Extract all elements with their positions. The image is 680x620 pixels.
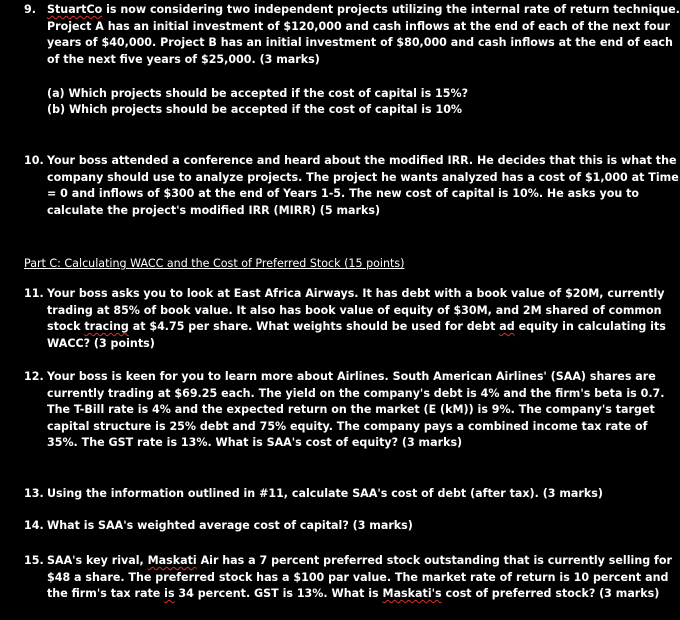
text-line: capital structure is 25% debt and 75% equity. The company pays a combined income tax rate of (47, 419, 648, 433)
text-span: 34 percent. GST is 13%. What is (174, 587, 383, 601)
spellcheck-word: is (164, 587, 175, 601)
question-number: 11. (24, 287, 44, 300)
question-text (47, 486, 607, 503)
text-line: Your boss is keen for you to learn more about Airlines. South American Airlines' (SAA) shares are (47, 370, 656, 383)
text-span: Air has a 7 percent preferred stock outstanding that is currently selling for (196, 554, 672, 567)
question-9-part-b: (b) Which projects should be accepted if the cost of capital is 10% (47, 103, 463, 116)
text-line: = 0 and inflows of $300 at the end of Years 1-5. The new cost of capital is 10%. He asks you to (47, 187, 640, 201)
text-line: Your boss asks you to look at East Africa Airways. It has debt with a book value of $20M, currently (47, 287, 665, 300)
spellcheck-word: Maskati (147, 554, 197, 567)
text-span: cost of preferred stock? (3 marks) (441, 587, 660, 601)
text-span: equity in calculating its (514, 320, 666, 334)
section-heading-title: Part C: Calculating WACC and the Cost of Preferred Stock (24, 257, 345, 270)
text-line: years of $40,000. Project B has an initial investment of $80,000 and cash inflows at the end of each (47, 36, 673, 50)
text-line: calculate the project's modified IRR (MIRR) (5 marks) (47, 203, 381, 217)
text-line: currently trading at $69.25 each. The yield on the company's debt is 4% and the firm's beta is 0.7. (47, 386, 665, 400)
question-number: 12. (24, 370, 44, 383)
question-9-part-a: (a) Which projects should be accepted if the cost of capital is 15%? (47, 87, 469, 100)
text-line: Project A has an initial investment of $120,000 and cash inflows at the end of each of the next four (47, 19, 670, 33)
question-text (47, 286, 666, 352)
spellcheck-word: tracing (84, 320, 129, 334)
text-line: $48 a share. The preferred stock has a $100 par value. The market rate of return is 10 percent and (47, 570, 669, 584)
question-text (47, 553, 672, 603)
spellcheck-word: ad (499, 320, 515, 334)
question-number: 15. (24, 554, 44, 567)
section-heading-points: (15 points) (344, 257, 405, 270)
text-line: The T-Bill rate is 4% and the expected return on the market (E (kM)) is 9%. The company's target (47, 403, 655, 417)
text-line: What is SAA's weighted average cost of capital? (3 marks) (47, 519, 413, 532)
question-number: 9. (24, 3, 36, 16)
question-text (47, 153, 679, 219)
text-line: trading at 85% of book value. It also has book value of equity of $30M, and 2M shared of common (47, 303, 662, 317)
text-line (47, 553, 672, 570)
question-number: 13. (24, 487, 44, 500)
spellcheck-word: StuartCo (47, 3, 103, 16)
text-line: of the next five years of $25,000. (3 marks) (47, 52, 320, 66)
question-number: 14. (24, 519, 44, 532)
question-text (47, 518, 607, 535)
spellcheck-word: Maskati's (382, 587, 442, 601)
text-line: Your boss attended a conference and heard about the modified IRR. He decides that this is what the (47, 154, 677, 167)
text-line: 35%. The GST rate is 13%. What is SAA's cost of equity? (3 marks) (47, 436, 463, 450)
text-span: stock (47, 320, 85, 334)
text-line (47, 319, 666, 336)
question-text (47, 369, 665, 452)
text-span: is now considering two independent projects utilizing the internal rate of return technique. (102, 3, 680, 16)
section-heading-part-c (24, 256, 404, 273)
text-span: SAA's key rival, (47, 554, 148, 567)
text-line: WACC? (3 points) (47, 336, 155, 350)
text-line: company should use to analyze projects. The project he wants analyzed has a cost of $1,000 at Time (47, 170, 679, 184)
text-line (47, 2, 680, 19)
question-text (47, 2, 680, 68)
text-span: at $4.75 per share. What weights should be used for debt (128, 320, 500, 334)
question-number: 10. (24, 154, 44, 167)
text-span: the firm's tax rate (47, 587, 165, 601)
text-line (47, 586, 660, 603)
text-line: Using the information outlined in #11, calculate SAA's cost of debt (after tax). (3 marks) (47, 487, 603, 500)
